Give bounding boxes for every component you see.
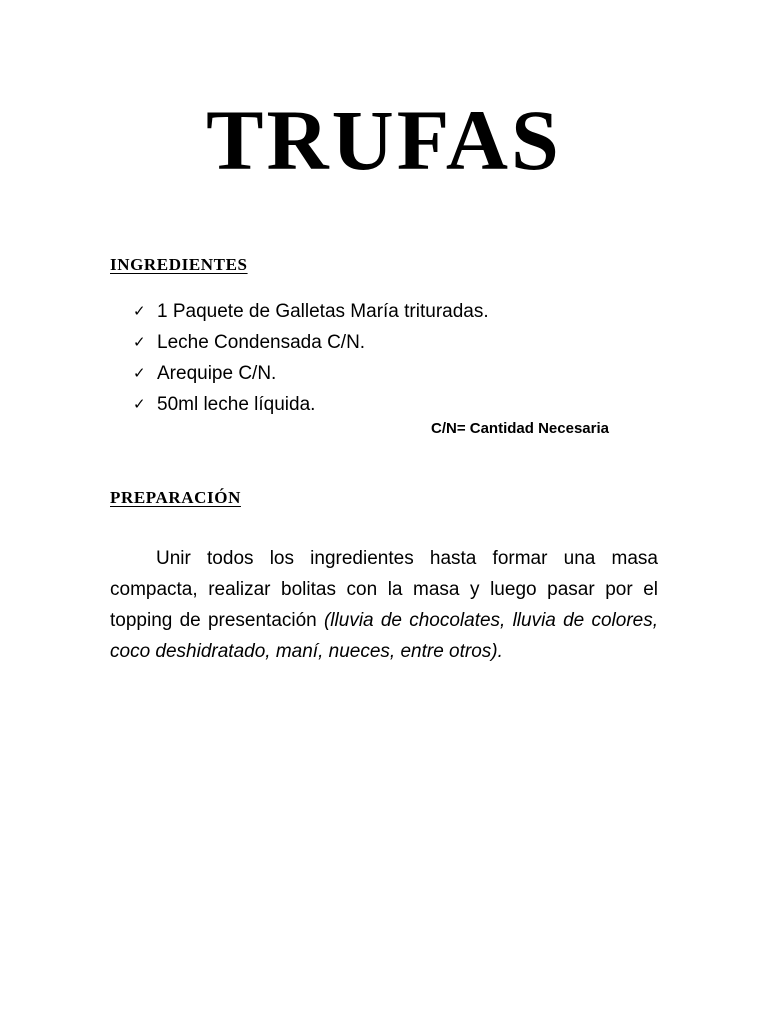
quantity-note: C/N= Cantidad Necesaria [431,420,609,437]
list-item [133,327,489,358]
check-mark-icon: ✓ [133,364,146,382]
list-item [133,389,489,420]
list-item [133,296,489,327]
page-title: TRUFAS [206,92,562,188]
ingredient-text: 1 Paquete de Galletas María trituradas. [157,301,489,322]
ingredient-text: Leche Condensada C/N. [157,332,366,353]
preparation-paragraph [110,543,658,667]
check-mark-icon: ✓ [133,395,146,413]
preparation-text: Unir todos los ingredientes hasta formar una masa compacta, realizar bolitas con la masa y luego pasar por el topping de presentación [110,548,658,631]
check-mark-icon: ✓ [133,333,146,351]
ingredient-text: Arequipe C/N. [157,363,277,384]
ingredients-heading: INGREDIENTES [110,255,248,274]
preparation-heading: PREPARACIÓN [110,488,241,507]
ingredient-list [133,296,489,420]
ingredient-text: 50ml leche líquida. [157,394,316,415]
preparation-toppings-text: (lluvia de chocolates, lluvia de colores, coco deshidratado, maní, nueces, entre otros). [110,610,658,662]
list-item [133,358,489,389]
check-mark-icon: ✓ [133,302,146,320]
